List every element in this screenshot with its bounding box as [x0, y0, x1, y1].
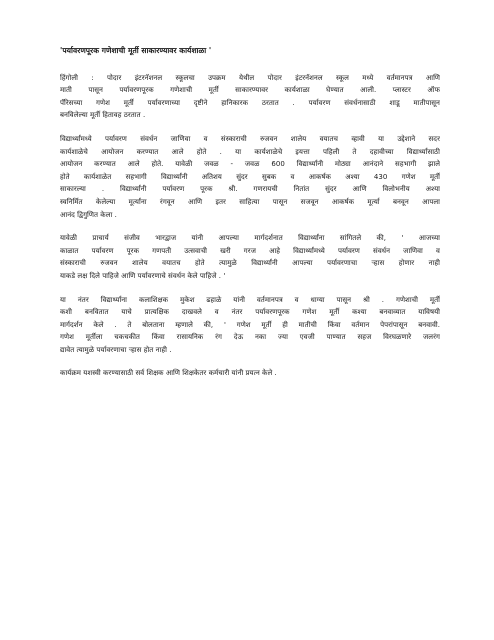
- text-line: संस्काराची रुजवन शालेय वयातच होते त्यामुळे विद्यार्थ्यांनी आपल्या पर्यावरणाचा ऱ्हास होणार नाही: [60, 259, 440, 268]
- text-line: कार्यक्रम यशस्वी करण्यासाठी सर्व शिक्षक आणि शिक्षकेतर कर्मचारी यांनी प्रयत्न केले .: [60, 369, 277, 378]
- text-line: होते कार्यशाळेत सहभागी विद्यार्थ्यांनी अतिशय सुंदर सुबक व आकर्षक अश्या 430 गणेश मूर्ती: [60, 172, 440, 181]
- text-line: गणेश मूर्तीला चकचकीत किंवा रासायनिक रंग देऊ नका ज्या एवजी पाण्यात सहज विरघळणारे जलरंग: [60, 333, 440, 342]
- text-line: काळात पर्यावरण पूरक गणपती उत्सवाची खरी गरज आहे विद्यार्थ्यांमध्ये पर्यावरण संवर्धन जाणिवा व: [60, 246, 440, 255]
- text-line: आयोजन करण्यात आले होते. यावेळी जवळ - जवळ 600 विद्यार्थ्यांनी मोठ्या आनंदाने सहभागी झाले: [60, 160, 440, 169]
- text-line: याकडे लक्ष दिले पाहिजे आणि पर्यावरणाचे संवर्धन केले पाहिजे . ': [60, 271, 226, 280]
- text-line: स्वनिर्मित केलेल्या मूर्त्यांना रंगवून आणि इतर साहित्या पासून सजवून आकर्षक मूर्त्या बनवून आपला: [60, 197, 440, 206]
- article-body: [60, 45, 440, 391]
- text-line: कार्यशाळेचे आयोजन करण्यात आले होते . या कार्यशाळेचे इयत्ता पहिली ते दहावीच्या विद्यार्थ्यांसाठी: [60, 147, 440, 156]
- paragraph-principal: [60, 232, 440, 282]
- text-line: पॅरिसच्या गणेश मूर्ती पर्यावरणाच्या दृष्टीने हानिकारक ठरतात . पर्यावरण संवर्धनासाठी शाडू मातीपासून: [60, 98, 440, 107]
- text-line: मार्गदर्शन केले . ते बोलताना म्हणाले की, ' गणेश मूर्ती ही मातीची किंवा वर्तमान पेपरांपासून बनवावी.: [60, 320, 440, 329]
- text-line: या नंतर विद्यार्थ्यांना कलाशिक्षक मुकेश ढहाळे यांनी वर्तमानपत्र व धाग्या पासून श्री . गणेशाची मूर्ती: [60, 295, 440, 304]
- text-line: विद्यार्थ्यांमध्ये पर्यावरण संवर्धन जाणिवा व संस्काराची रुजवन शालेय वयातच व्हावी या उद्देशाने सदर: [60, 134, 440, 143]
- text-line: कशी बनवितात याचे प्रात्यक्षिक दाखवले व नंतर पर्यावरणपूरक गणेश मूर्ती कश्या बनवाव्यात याविषयी: [60, 308, 440, 317]
- paragraph-closing: [60, 367, 440, 380]
- text-line: हिंगोली : पोदार इंटरनॅशनल स्कूलचा उपक्रम येथील पोदार इंटरनॅशनल स्कूल मध्ये वर्तमानपत्र आणि: [60, 73, 440, 82]
- paragraph-art-teacher: [60, 294, 440, 357]
- paragraph-workshop: [60, 133, 440, 221]
- text-line: आनंद द्विगुणित केला .: [60, 210, 117, 219]
- text-line: बनविलेल्या मूर्ती हितावह ठरतात .: [60, 111, 146, 120]
- text-line: माती पासून पर्यावरणपूरक गणेशाची मूर्ती साकारण्यावर कार्यशाळा घेण्यात आली. प्लास्टर ऑफ: [60, 86, 440, 95]
- article-title: 'पर्यावरणपूरक गणेशाची मूर्ती साकारण्यावर कार्यशाळा ': [60, 46, 212, 55]
- text-line: साकारल्या . विद्यार्थ्यांनी पर्यावरण पूरक श्री. गणरायची नितांत सुंदर आणि विलोभनीय अश्या: [60, 185, 440, 194]
- text-line: द्यावेत त्यामुळे पर्यावरणाचा ऱ्हास होत नाही .: [60, 345, 172, 354]
- text-line: यावेळी प्राचार्य संजीव भारद्वाज यांनी आपल्या मार्गदर्शनात विद्यार्थ्यांना सांगितले की, ' आजच्या: [60, 234, 440, 243]
- paragraph-intro: [60, 72, 440, 122]
